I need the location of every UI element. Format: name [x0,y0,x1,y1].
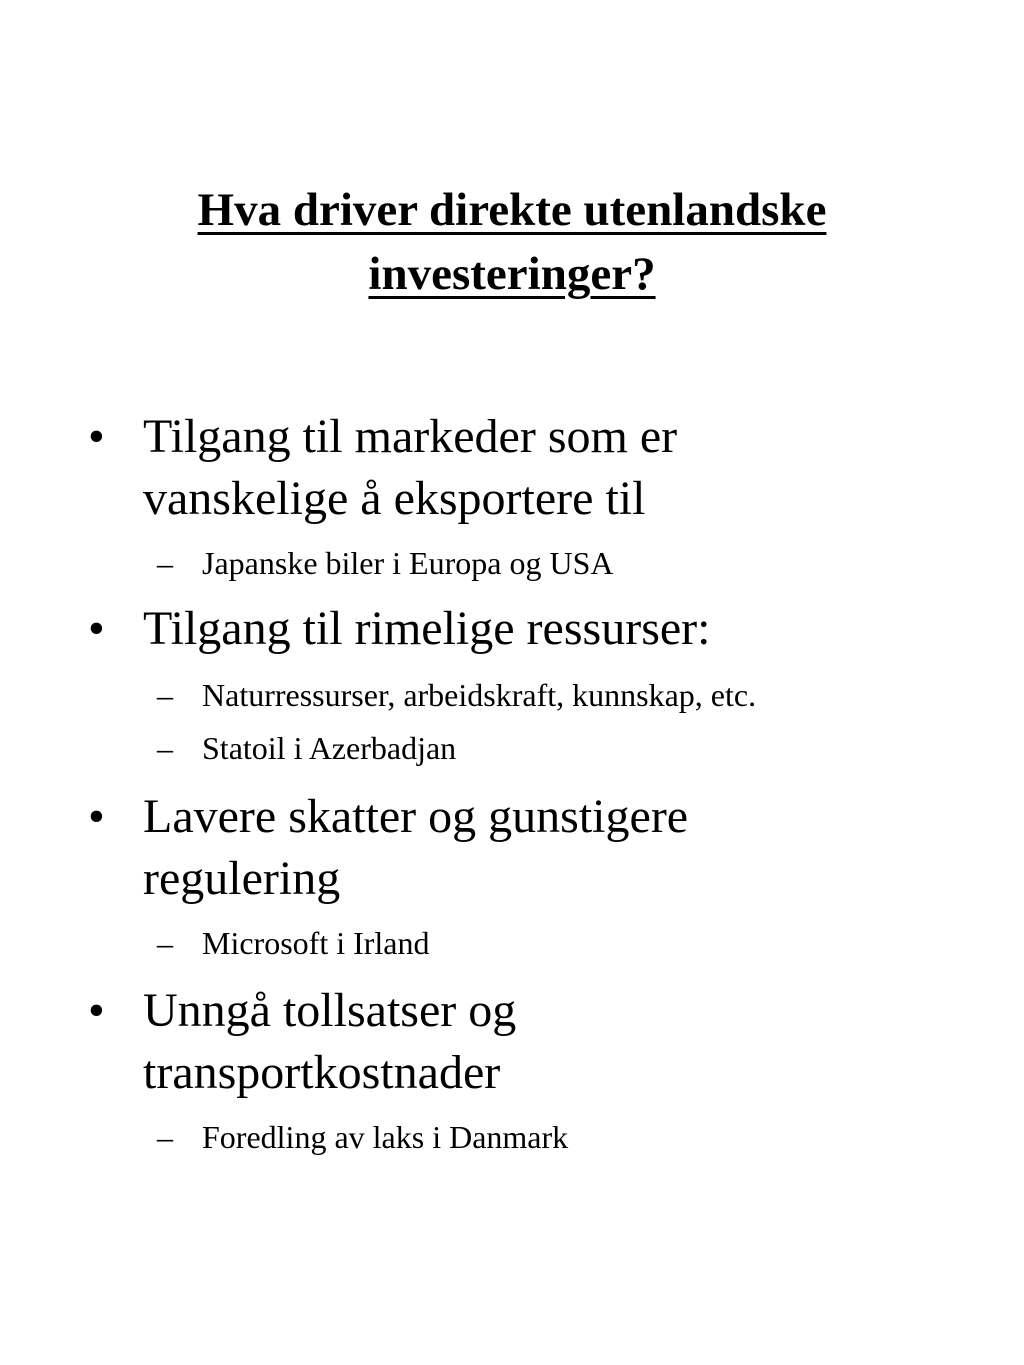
bullet-text-line: Lavere skatter og gunstigere [143,790,689,843]
sub-item-text: Naturressurser, arbeidskraft, kunnskap, etc. [202,677,757,713]
bullet-marker: • [88,790,105,843]
bullet-text-line: transportkostnader [143,1046,501,1099]
sub-item-dash: – [157,677,173,713]
bullet-text-line: vanskelige å eksportere til [143,472,646,525]
sub-item-dash: – [157,730,173,766]
bullet-marker: • [88,984,105,1037]
bullet-text-line: Tilgang til rimelige ressurser: [143,602,711,655]
bullet-text-line: Unngå tollsatser og [143,984,517,1037]
bullet-text-line: regulering [143,852,341,905]
slide-title-line-1: Hva driver direkte utenlandske [197,184,827,236]
slide-title-line-2: investeringer? [368,248,656,300]
sub-item-text: Microsoft i Irland [202,925,430,961]
bullet-text-line: Tilgang til markeder som er [143,410,678,463]
bullet-text [143,786,943,910]
sub-item-text: Japanske biler i Europa og USA [202,545,614,581]
bullet-marker: • [88,410,105,463]
bullet-marker: • [88,602,105,655]
bullet-text [143,406,943,530]
bullet-text [143,980,943,1104]
sub-item-dash: – [157,1119,173,1155]
sub-item-text: Statoil i Azerbadjan [202,730,457,766]
sub-item-dash: – [157,545,173,581]
sub-item-text: Foredling av laks i Danmark [202,1119,569,1155]
sub-item-dash: – [157,925,173,961]
bullet-text [143,598,943,660]
